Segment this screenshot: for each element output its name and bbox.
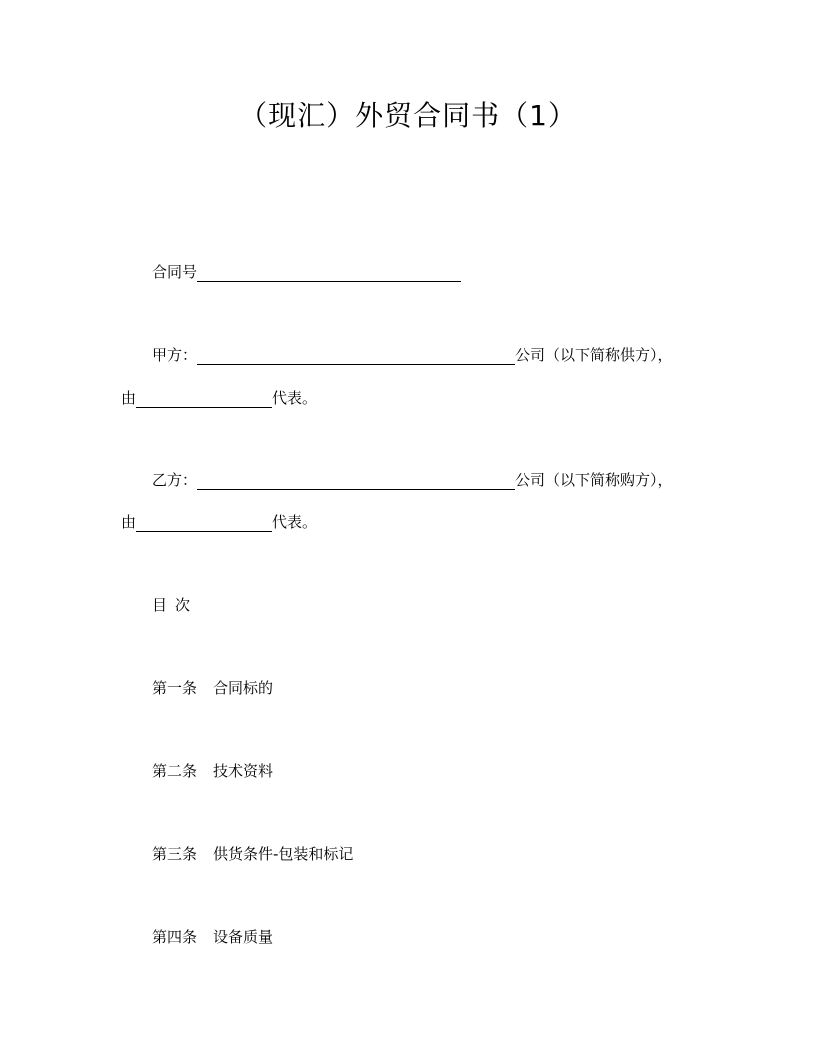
party-b-label: 乙方： (152, 471, 198, 489)
party-a-representative-line (121, 388, 317, 408)
toc-item-title: 合同标的 (213, 679, 274, 697)
party-b-representative-line (121, 512, 317, 532)
toc-item[interactable] (152, 761, 273, 781)
party-b-representative-blank[interactable] (136, 513, 272, 532)
contract-number-blank[interactable] (197, 263, 461, 282)
toc-item-number: 第一条 (152, 679, 198, 697)
party-a-rep-suffix: 代表。 (272, 389, 318, 407)
toc-item[interactable] (152, 927, 273, 947)
party-a-line (152, 345, 673, 365)
party-a-rep-prefix: 由 (121, 389, 137, 407)
party-b-name-blank[interactable] (197, 471, 515, 490)
toc-item-number: 第二条 (152, 762, 198, 780)
toc-item-title: 技术资料 (213, 762, 274, 780)
party-a-representative-blank[interactable] (136, 389, 272, 408)
toc-heading: 目次 (152, 596, 199, 614)
party-a-suffix: 公司（以下简称供方）， (515, 346, 673, 364)
party-b-rep-suffix: 代表。 (272, 513, 318, 531)
toc-item-number: 第四条 (152, 928, 198, 946)
toc-item-title: 设备质量 (213, 928, 274, 946)
toc-item[interactable] (152, 844, 353, 864)
party-b-suffix: 公司（以下简称购方）， (515, 471, 673, 489)
document-title: （现汇）外贸合同书（1） (239, 99, 577, 132)
toc-item-number: 第三条 (152, 845, 198, 863)
contract-number-label: 合同号 (152, 263, 198, 281)
toc-item-title: 供货条件-包装和标记 (213, 845, 354, 863)
party-b-line (152, 470, 673, 490)
toc-item[interactable] (152, 678, 273, 698)
party-a-name-blank[interactable] (197, 346, 515, 365)
contract-number-line (152, 262, 461, 282)
party-b-rep-prefix: 由 (121, 513, 137, 531)
party-a-label: 甲方： (152, 346, 198, 364)
